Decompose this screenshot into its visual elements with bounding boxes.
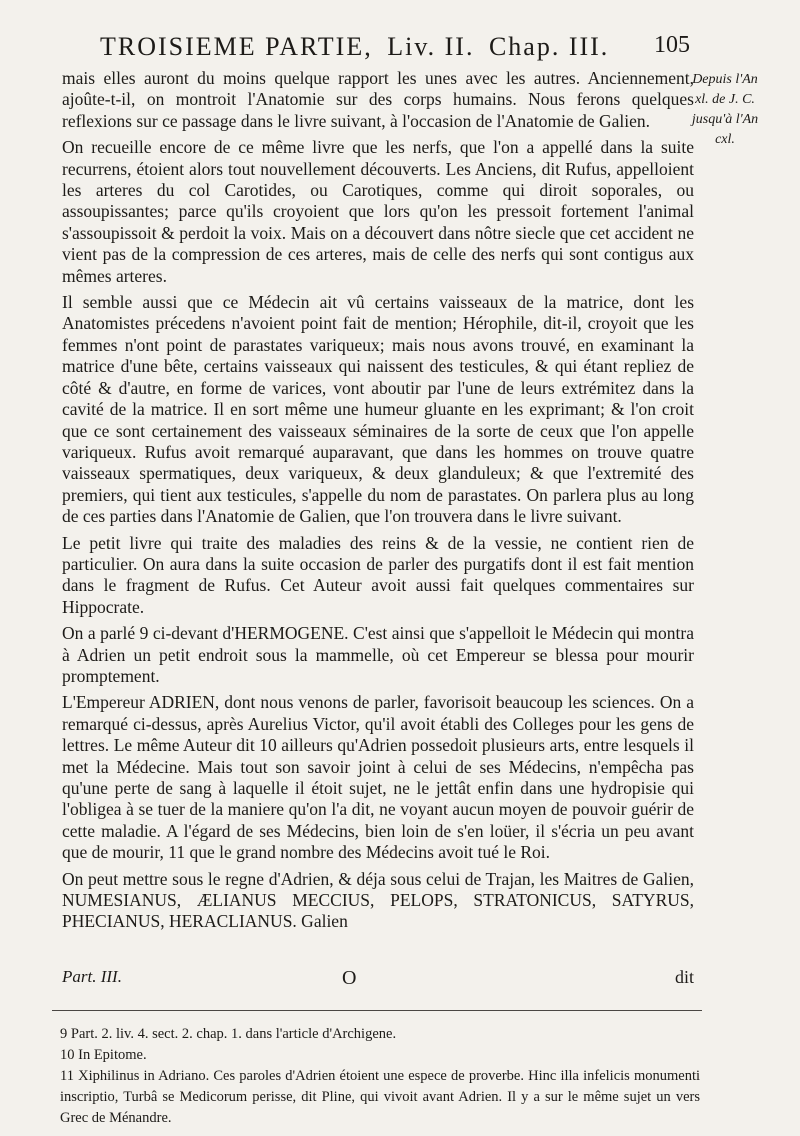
paragraph-1: mais elles auront du moins quelque rapport les unes avec les autres. Anciennement, ajoûte-t-il, on montroit l'Anatomie sur des corps humains. Nous ferons quelques reflexions sur ce passage dans le livre suivant, à l'occasion de l'Anatomie de Galien. [62,68,694,131]
footnote-9: 9 Part. 2. liv. 4. sect. 2. chap. 1. dans l'article d'Archigene. [60,1026,397,1042]
paragraph-6: L'Empereur ADRIEN, dont nous venons de parler, favorisoit beaucoup les sciences. On a remarqué ci-dessus, après Aurelius Victor, qu'il avoit établi des Colleges pour les gens de lettres. Le même Auteur dit 10 ailleurs qu'Adrien possedoit plusieurs arts, entre lesquels il met la Médecine. Mais tout son savoir joint à celui de ses Médecins, n'empêcha pas qu'une perte de sang à laquelle il étoit sujet, ne le jettât enfin dans une hydropisie qui l'obligea à se tuer de la maniere qu'on l'a dit, ne voyant aucun moyen de pouvoir guérir de cette maladie. A l'égard de ses Médecins, bien loin de s'en loüer, il s'écria un peu avant que de mourir, 11 que le grand nombre des Médecins avoit tué le Roi. [62,692,694,863]
chapter-label: Chap. III. [488,32,610,61]
page-number: 105 [654,32,690,58]
header-title [100,32,609,62]
paragraph-3: Il semble aussi que ce Médecin ait vû certains vaisseaux de la matrice, dont les Anatomistes précedens n'avoient point fait de mention; Hérophile, dit-il, croyoit que les femmes n'ont point de parastates variqueux; mais nous avons trouvé, en examinant la matrice d'une bête, certains vaisseaux qui naissent des testicules, & qui étant repliez de côté & d'autre, en forme de varices, vont aboutir par l'une de leurs extrémitez dans la cavité de la matrice. Il en sort même une humeur gluante en les exprimant; & l'on croit que ce sont certainement des vaisseaux séminaires de la sorte de ceux que l'on appelle variqueux. Rufus avoit remarqué auparavant, que dans les hommes on trouve quatre vaisseaux spermatiques, deux variqueux, & deux glanduleux; & que l'extremité des premiers, qui tient aux testicules, s'appelle du nom de parastates. On parlera plus au long de ces parties dans l'Anatomie de Galien, que l'on trouvera dans le livre suivant. [62,292,694,527]
paragraph-2: On recueille encore de ce même livre que les nerfs, que l'on a appellé dans la suite recurrens, étoient alors tout nouvellement découverts. Les Anciens, dit Rufus, appelloient les arteres du col Carotides, ou Carotiques, comme qui diroit soporales, ou assoupissantes; parce qu'ils croyoient que lors qu'on les pressoit fortement l'animal s'assoupissoit & perdoit la voix. Mais on a découvert dans nôtre siecle que cet accident ne vient pas de la compression de ces arteres, mais de celle des nerfs qui sont contigus aux mêmes arteres. [62,137,694,286]
part-title: TROISIEME PARTIE, [100,32,373,61]
main-text [62,68,694,933]
margin-note: Depuis l'An xl. de J. C. jusqu'à l'An cxl. [691,72,759,147]
signature-mark: O [342,967,357,989]
footnote-10: 10 In Epitome. [60,1047,147,1063]
part-label: Part. III. [62,967,122,986]
footnotes [60,1024,700,1129]
catchword: dit [674,967,694,987]
footnote-divider [52,1010,702,1011]
paragraph-4: Le petit livre qui traite des maladies des reins & de la vessie, ne contient rien de particulier. On aura dans la suite occasion de parler des purgatifs dont il est fait mention dans le fragment de Rufus. Cet Auteur avoit aussi fait quelques commentaires sur Hippocrate. [62,532,694,617]
paragraph-7: On peut mettre sous le regne d'Adrien, & déja sous celui de Trajan, les Maitres de Galien, NUMESIANUS, ÆLIANUS MECCIUS, PELOPS, STRATONICUS, SATYRUS, PHECIANUS, HERACLIANUS. Galien [62,868,694,932]
book-label: Liv. II. [387,32,475,61]
footnote-11: 11 Xiphilinus in Adriano. Ces paroles d'Adrien étoient une espece de proverbe. Hinc illa infelicis monumenti inscriptio, Turbâ se Medicorum perisse, dit Pline, qui vivoit avant Adrien. Il y a sur le même sujet un vers Grec de Ménandre. [60,1068,700,1126]
paragraph-5: On a parlé 9 ci-devant d'HERMOGENE. C'est ainsi que s'appelloit le Médecin qui montra à Adrien un petit endroit sous la mammelle, où cet Empereur se blessa pour mourir promptement. [62,623,694,686]
